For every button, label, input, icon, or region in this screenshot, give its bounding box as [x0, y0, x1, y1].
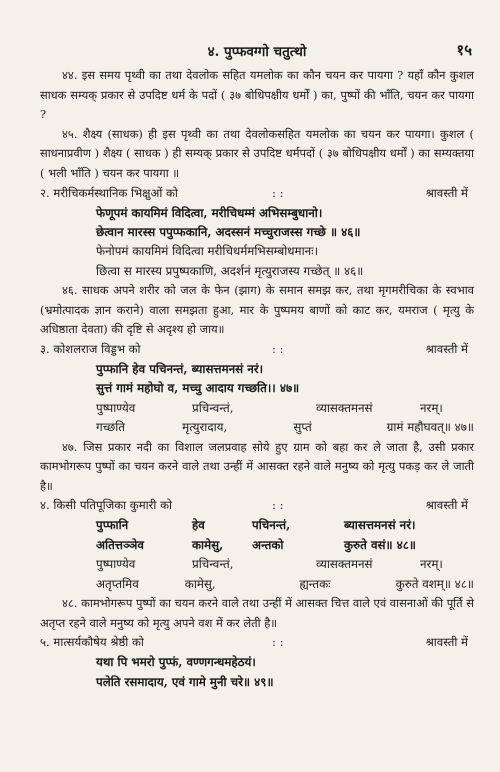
- verse-47-sanskrit: [40, 399, 474, 438]
- verse-line: पलेति रसमादाय, एवं गामे मुनी चरे॥ ४९॥: [96, 674, 274, 689]
- paragraph-46-hindi: ४६. साधक अपने शरीर को जल के फेन (झाग) के समान समझ कर, तथा मृगमरीचिका के स्वभाव (भ्रमोत्पादक ज्ञान कराने) वाला समझता हुआ, मार के पुष्पमय बाणों को काट कर, यमराज ( मृत्यु के अधिष्ठाता देवता) की दृष्टि से अदृश्य हो जाय॥: [40, 283, 474, 337]
- verse-word: हेव: [192, 518, 205, 533]
- paragraph-48-hindi: ४८. कामभोगरूप पुष्पों का चयन करने वाले तथा उन्हीं में आसक्त चित्त वाले एवं वासनाओं की पूर्ति से अतृप्त रहने वाले मनुष्य को मृत्यु अपने वश में कर लेती है॥: [40, 596, 474, 630]
- verse-word: अतृप्तमिव: [96, 576, 139, 591]
- verse-line: फेनोपमं कायमिमं विदित्वा मरीचिधर्ममभिसम्बोधमानः।: [96, 244, 319, 259]
- section-label: ५. मात्सर्यकौषेय श्रेष्ठी को: [40, 635, 144, 650]
- section-label: ३. कोशलराज विड्डभ को: [40, 341, 141, 356]
- verse-word: पुष्पाण्येव: [96, 557, 136, 572]
- verse-word: पुष्पाण्येव: [96, 400, 136, 415]
- section-3-heading: [40, 340, 474, 360]
- verse-word: सुप्तं: [293, 420, 312, 435]
- verse-line: पुप्फानि हेव पचिनन्तं, ब्यासत्तमनसं नरं।: [96, 361, 264, 376]
- verse-word: कामेसु,: [192, 537, 224, 552]
- verse-line: [96, 575, 474, 594]
- section-5-heading: [40, 633, 474, 653]
- section-place: श्रावस्ती में: [425, 341, 468, 356]
- verse-word: कामेसु,: [184, 576, 216, 591]
- verse-line: [96, 516, 474, 535]
- verse-word: गच्छति: [96, 420, 126, 435]
- verse-word: अतित्तञ्ञेव: [96, 537, 144, 552]
- verse-48-sanskrit: [40, 555, 474, 594]
- verse-word: मृत्युरादाय,: [182, 420, 228, 435]
- verse-48-pali: [40, 516, 474, 555]
- verse-46-pali: [40, 204, 474, 243]
- verse-word: कुरुते वशम्॥ ४८॥: [395, 576, 474, 591]
- paragraph-47-hindi: ४७. जिस प्रकार नदी का विशाल जलप्रवाह सोये हुए ग्राम को बहा कर ले जाता है, उसी प्रकार कामभोगरूप पुष्पों का चयन करने वाले तथा उन्हीं में आसक्त रहने वाले मनुष्य को मृत्यु पकड़ कर ले जाती है॥: [40, 439, 474, 493]
- section-label: २. मरीचिकर्मस्थानिक भिक्षुओं को: [40, 185, 178, 200]
- verse-word: ह्यन्तकः: [299, 576, 331, 591]
- verse-word: प्रचिन्वन्तं,: [192, 557, 234, 572]
- verse-word: प्रचिन्वन्तं,: [192, 400, 234, 415]
- section-colon: : :: [272, 635, 284, 650]
- section-place: श्रावस्ती में: [425, 635, 468, 650]
- verse-line: [96, 418, 474, 437]
- verse-line: छित्वा स मारस्य प्रपुष्पकाणि, अदर्शनं मृत्युराजस्य गच्छेत् ॥ ४६॥: [96, 263, 364, 278]
- section-place: श्रावस्ती में: [425, 498, 468, 513]
- paragraph-44-hindi: ४४. इस समय पृथ्वी का तथा देवलोक सहित यमलोक का कौन चयन कर पायगा ? यहाँ कौन कुशल साधक सम्यक् प्रकार से उपदिष्ट धर्म के पदों ( ३७ बोधिपक्षीय धर्मों ) का, पुष्पों की भाँति, चयन कर पायगा ?: [40, 68, 474, 122]
- verse-line: यथा पि भमरो पुप्फं, वण्णगन्धमहेठयं।: [96, 655, 256, 670]
- section-colon: : :: [272, 498, 284, 513]
- verse-word: नरम्।: [420, 557, 443, 572]
- verse-line: सुत्तं गामं महोघो व, मच्चु आदाय गच्छति।। ४७॥: [96, 381, 300, 396]
- page-number: १५: [456, 41, 472, 59]
- verse-46-sanskrit: [40, 242, 474, 281]
- verse-line: [96, 536, 474, 555]
- verse-line: [96, 399, 474, 418]
- verse-word: पचिनन्तं,: [252, 518, 291, 533]
- verse-49-pali: [40, 653, 474, 692]
- section-colon: : :: [272, 185, 284, 200]
- section-2-heading: [40, 184, 474, 204]
- verse-word: अन्तको: [252, 537, 284, 552]
- verse-word: नरम्।: [420, 400, 443, 415]
- running-header: [40, 42, 474, 66]
- section-4-heading: [40, 496, 474, 516]
- verse-word: व्यासक्तमनसं: [316, 557, 373, 572]
- verse-word: पुप्फानि: [96, 518, 129, 533]
- verse-line: फेणूपमं कायमिमं विदित्वा, मरीचिधम्मं अभिसम्बुधानो।: [96, 205, 323, 220]
- verse-word: ग्रामं महौघवत्॥ ४७॥: [386, 420, 474, 435]
- section-label: ४. किसी पतिपूजिका कुमारी को: [40, 498, 172, 513]
- paragraph-45-hindi: ४५. शैक्ष्य (साधक) ही इस पृथ्वी का तथा देवलोकसहित यमलोक का चयन कर पायगा। कुशल ( साधनाप्रवीण ) शैक्ष्य ( साधक ) ही सम्यक् प्रकार से उपदिष्ट धर्मपदों ( ३७ बोधिपक्षीय धर्मों ) का सम्यक्तया ( भली भाँति ) चयन कर पायगा ॥: [40, 126, 474, 180]
- verse-word: व्यासक्तमनसं: [316, 400, 373, 415]
- verse-word: ब्यासत्तमनसं नरं।: [344, 518, 416, 533]
- verse-line: छेत्वान मारस्स पपुप्फकानि, अदस्सनं मच्चुराजस्स गच्छे ॥ ४६॥: [96, 224, 361, 239]
- section-place: श्रावस्ती में: [425, 185, 468, 200]
- section-colon: : :: [272, 341, 284, 356]
- verse-word: कुरुते वसं॥ ४८॥: [344, 537, 416, 552]
- verse-47-pali: [40, 360, 474, 399]
- chapter-title: ४. पुप्फवग्गो चतुत्थो: [207, 44, 307, 60]
- verse-line: [96, 555, 474, 574]
